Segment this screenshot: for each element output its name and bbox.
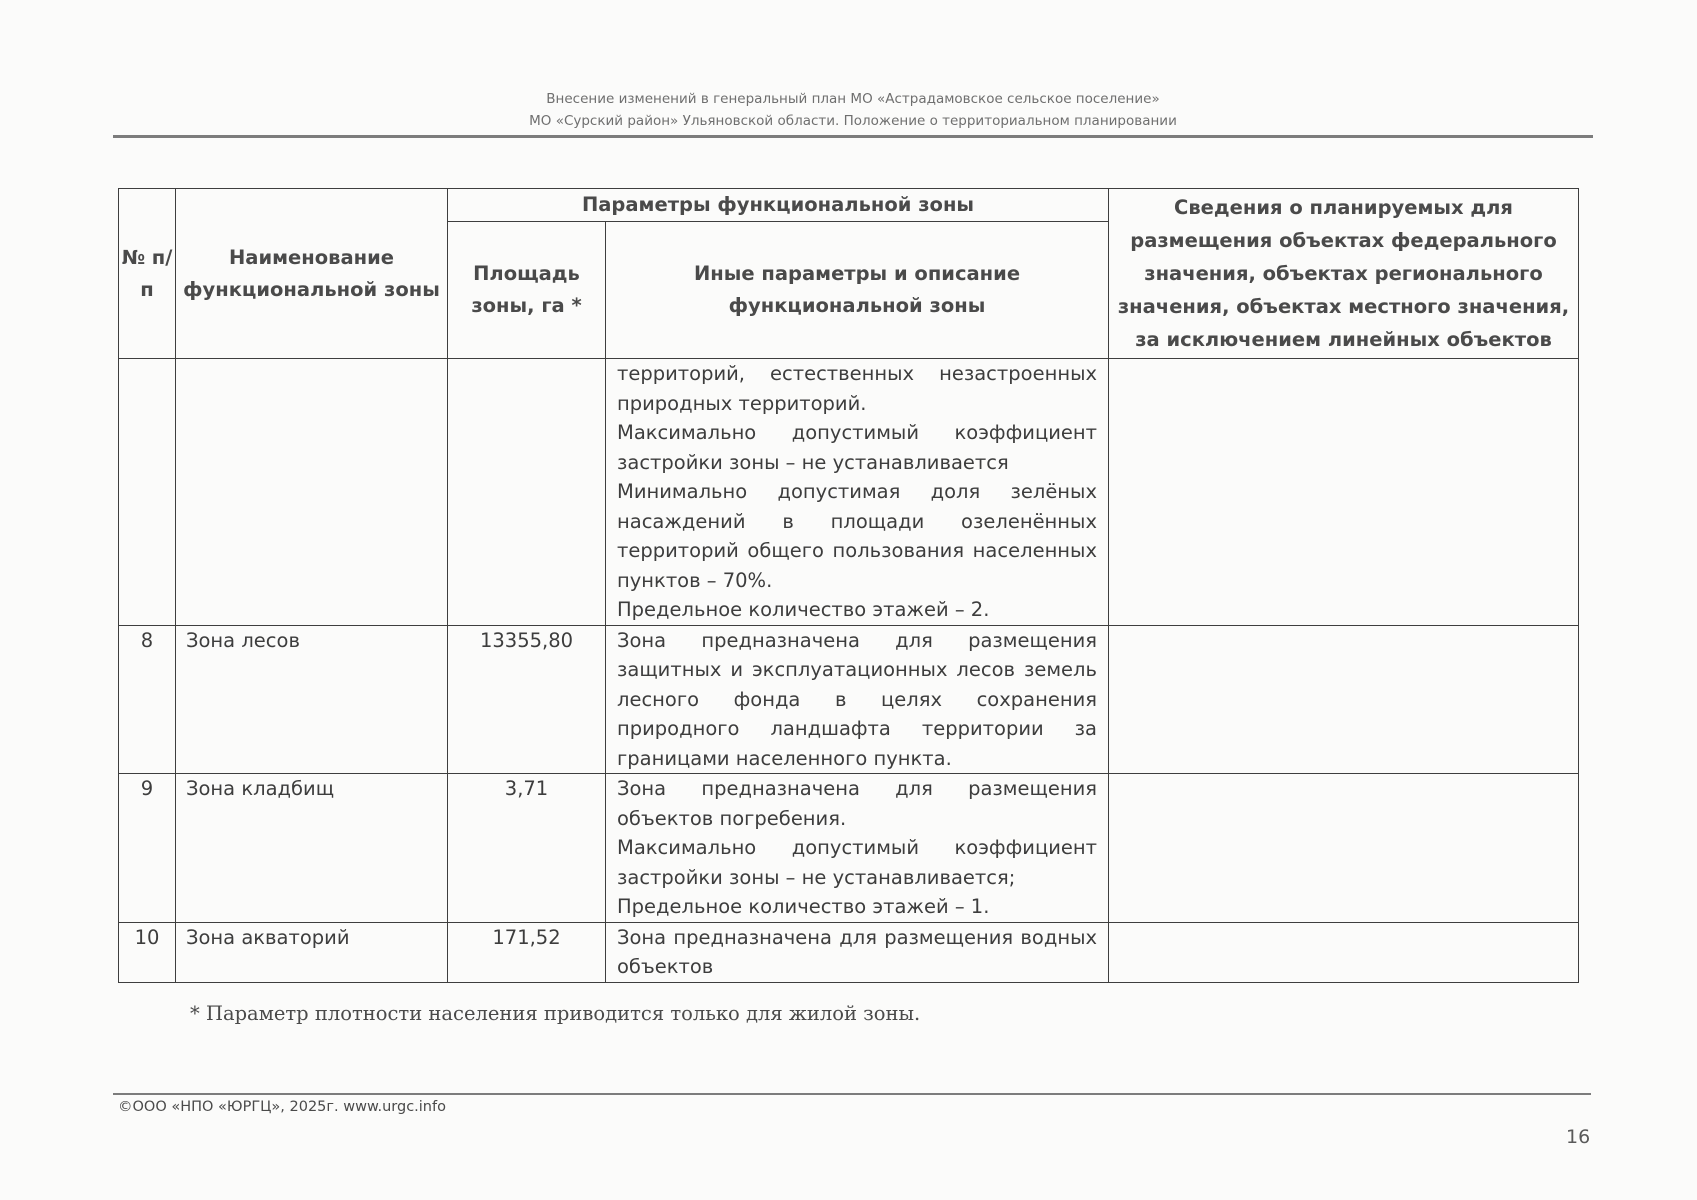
description-line: лесного фонда в целях сохранения — [617, 687, 1097, 711]
zone-description — [606, 359, 1109, 626]
copyright: ©ООО «НПО «ЮРГЦ», 2025г. www.urgc.info — [118, 1099, 446, 1115]
description-line: застройки зоны – не устанавливается — [617, 450, 1009, 474]
document-header — [113, 88, 1593, 132]
zone-name: Зона кладбищ — [176, 774, 448, 923]
planned-objects-info — [1109, 359, 1579, 626]
footnote: * Параметр плотности населения приводится только для жилой зоны. — [190, 1002, 921, 1025]
footer-rule — [113, 1093, 1591, 1095]
description-line: Максимально допустимый коэффициент — [617, 836, 1097, 859]
zone-area: 171,52 — [448, 922, 606, 982]
description-line: границами населенного пункта. — [617, 746, 952, 770]
description-line: Зона предназначена для размещения водных — [617, 925, 1097, 949]
row-number: 8 — [119, 625, 176, 774]
zones-table — [118, 188, 1579, 983]
zone-description — [606, 774, 1109, 923]
table-body — [119, 359, 1579, 983]
zone-name: Зона лесов — [176, 625, 448, 774]
description-line: Минимально допустимая доля зелёных — [617, 480, 1097, 503]
description-line: объектов погребения. — [617, 806, 847, 830]
description-line: насаждений в площади озеленённых — [617, 509, 1097, 533]
planned-objects-info — [1109, 922, 1579, 982]
header-line-2: МО «Сурский район» Ульяновской области. Положение о территориальном планировании — [529, 113, 1177, 129]
zone-name — [176, 359, 448, 626]
description-line: Предельное количество этажей – 1. — [617, 895, 990, 918]
header-name: Наименование функциональной зоны — [176, 189, 448, 359]
description-line: пунктов – 70%. — [617, 568, 773, 592]
description-line: природных территорий. — [617, 391, 867, 415]
zone-description — [606, 922, 1109, 982]
table-row — [119, 774, 1579, 923]
description-line: Зона предназначена для размещения — [617, 628, 1097, 652]
header-line-1: Внесение изменений в генеральный план МО «Астрадамовское сельское поселение» — [546, 91, 1160, 107]
header-params-group: Параметры функциональной зоны — [448, 189, 1109, 222]
row-number — [119, 359, 176, 626]
table-row — [119, 922, 1579, 982]
header-area: Площадь зоны, га * — [448, 222, 606, 359]
description-line: Предельное количество этажей – 2. — [617, 598, 990, 621]
zone-name: Зона акваторий — [176, 922, 448, 982]
table-row — [119, 359, 1579, 626]
description-line: Зона предназначена для размещения — [617, 777, 1097, 800]
zone-area — [448, 359, 606, 626]
zone-area: 3,71 — [448, 774, 606, 923]
description-line: природного ландшафта территории за — [617, 717, 1097, 740]
table-row — [119, 625, 1579, 774]
header-info: Сведения о планируемых для размещения объектах федерального значения, объектах регионального значения, объектах местного значения, за исключением линейных объектов — [1109, 189, 1579, 359]
description-line: Максимально допустимый коэффициент — [617, 421, 1097, 444]
zone-description — [606, 625, 1109, 774]
planned-objects-info — [1109, 625, 1579, 774]
header-rule — [113, 135, 1593, 138]
description-line: территорий общего пользования населенных — [617, 539, 1097, 562]
header-num: № п/п — [119, 189, 176, 359]
zone-area: 13355,80 — [448, 625, 606, 774]
row-number: 9 — [119, 774, 176, 923]
header-desc: Иные параметры и описание функциональной зоны — [606, 222, 1109, 359]
description-line: территорий, естественных незастроенных — [617, 362, 1097, 385]
page-number: 16 — [1566, 1126, 1591, 1148]
description-line: защитных и эксплуатационных лесов земель — [617, 658, 1097, 681]
planned-objects-info — [1109, 774, 1579, 923]
description-line: застройки зоны – не устанавливается; — [617, 865, 1016, 889]
description-line: объектов — [617, 955, 714, 978]
row-number: 10 — [119, 922, 176, 982]
